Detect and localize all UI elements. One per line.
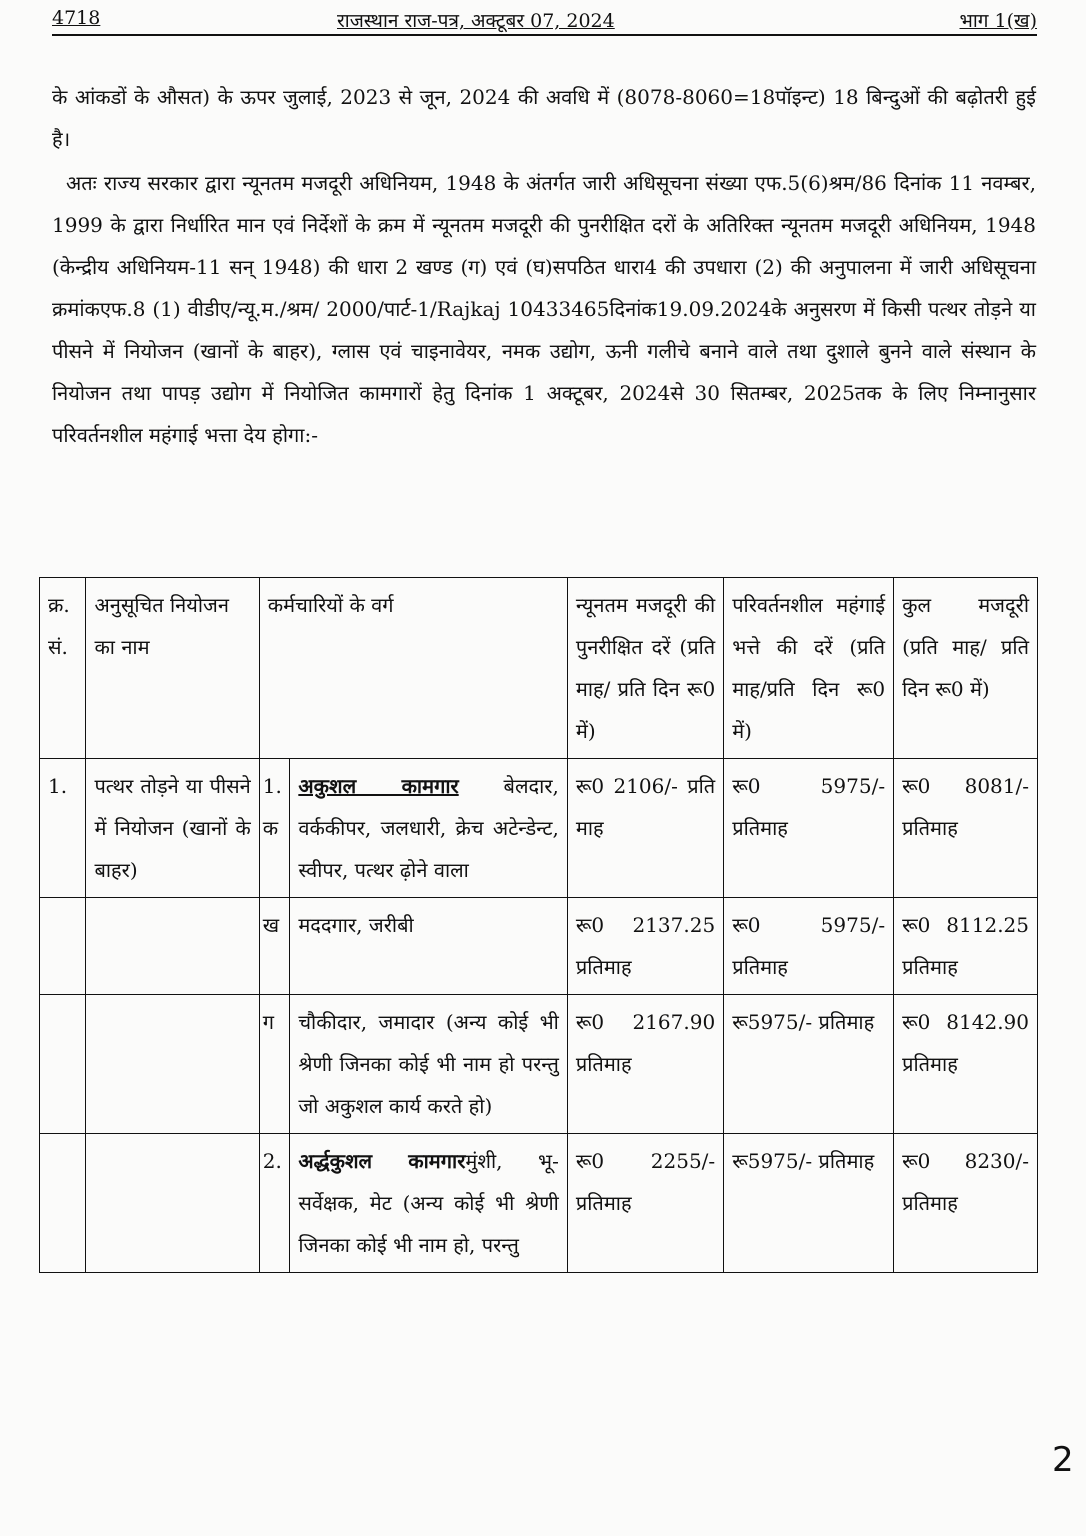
row3-total: रू0 8142.90 प्रतिमाह [894,995,1038,1134]
header-sn: क्र. सं. [40,578,86,759]
row1-employment: पत्थर तोड़ने या पीसने में नियोजन (खानों के बाहर) [86,759,259,898]
row1-da: रू0 5975/- प्रतिमाह [724,759,894,898]
row4-sub: 2. [259,1134,290,1273]
table-row [40,1134,1038,1273]
row1-sn: 1. [40,759,86,898]
header-total: कुल मजदूरी (प्रति माह/ प्रति दिन रू0 में) [894,578,1038,759]
header-da: परिवर्तनशील महंगाई भत्ते की दरें (प्रति माह/प्रति दिन रू0 में) [724,578,894,759]
row2-da: रू0 5975/- प्रतिमाह [724,898,894,995]
row4-total: रू0 8230/- प्रतिमाह [894,1134,1038,1273]
header-page-number: 4718 [52,7,101,29]
row3-min-wage: रू0 2167.90 प्रतिमाह [567,995,723,1134]
row1-sub: 1. क [259,759,290,898]
row4-min-wage: रू0 2255/- प्रतिमाह [567,1134,723,1273]
row2-category: मददगार, जरीबी [290,898,568,995]
wage-table [39,577,1038,1273]
header-title: राजस्थान राज-पत्र, अक्टूबर 07, 2024 [337,10,615,32]
row4-category-title: अर्द्धकुशल कामगार [298,1149,466,1173]
row3-da: रू5975/- प्रतिमाह [724,995,894,1134]
row3-sub: ग [259,995,290,1134]
header-category: कर्मचारियों के वर्ग [259,578,567,759]
paragraph-2: अतः राज्य सरकार द्वारा न्यूनतम मजदूरी अधिनियम, 1948 के अंतर्गत जारी अधिसूचना संख्या एफ.5(6)श्रम/86 दिनांक 11 नवम्बर, 1999 के द्वारा निर्धारित मान एवं निर्देशों के क्रम में न्यूनतम मजदूरी की पुनरीक्षित दरों के अतिरिक्त न्यूनतम मजदूरी अधिनियम, 1948 (केन्द्रीय अधिनियम-11 सन् 1948) की धारा 2 खण्ड (ग) एवं (घ)सपठित धारा4 की उपधारा (2) की अनुपालना में जारी अधिसूचना क्रमांकएफ.8 (1) वीडीए/न्यू.म./श्रम/ 2000/पार्ट-1/Rajkaj 10433465दिनांक19.09.2024के अनुसरण में किसी पत्थर तोड़ने या पीसने में नियोजन (खानों के बाहर), ग्लास एवं चाइनावेयर, नमक उद्योग, ऊनी गलीचे बनाने वाले तथा दुशाले बुनने वाले संस्थान के नियोजन तथा पापड़ उद्योग में नियोजित कामगारों हेतु दिनांक 1 अक्टूबर, 2024से 30 सितम्बर, 2025तक के लिए निम्नानुसार परिवर्तनशील महंगाई भत्ता देय होगा:- [52,171,1036,447]
table-row [40,759,1038,898]
table-row [40,995,1038,1134]
table-header-row [40,578,1038,759]
row4-da: रू5975/- प्रतिमाह [724,1134,894,1273]
page-marker: 2 [1052,1440,1074,1480]
row1-category [290,759,568,898]
row2-sub: ख [259,898,290,995]
row4-category-rest: मुंशी, भू-सर्वेक्षक, मेट (अन्य कोई भी श्रेणी जिनका कोई भी नाम हो, परन्तु [298,1149,559,1257]
paragraph-1: के आंकडों के औसत) के ऊपर जुलाई, 2023 से जून, 2024 की अवधि में (8078-8060=18पॉइन्ट) 18 बिन्दुओं की बढ़ोतरी हुई है। [52,85,1036,151]
row1-min-wage: रू0 2106/- प्रति माह [567,759,723,898]
row2-min-wage: रू0 2137.25 प्रतिमाह [567,898,723,995]
header-employment: अनुसूचित नियोजन का नाम [86,578,259,759]
row4-category [290,1134,568,1273]
row3-category: चौकीदार, जमादार (अन्य कोई भी श्रेणी जिनका कोई भी नाम हो परन्तु जो अकुशल कार्य करते हो) [290,995,568,1134]
header-part: भाग 1(ख) [959,10,1037,32]
row2-total: रू0 8112.25 प्रतिमाह [894,898,1038,995]
row1-category-title: अकुशल कामगार [298,774,459,798]
table-row [40,898,1038,995]
header-min-wage: न्यूनतम मजदूरी की पुनरीक्षित दरें (प्रति माह/ प्रति दिन रू0 में) [567,578,723,759]
row1-category-rest: बेलदार, वर्ककीपर, जलधारी, क्रेच अटेन्डेन्ट, स्वीपर, पत्थर ढ़ोने वाला [298,774,559,882]
page-header [52,6,1037,36]
row1-total: रू0 8081/- प्रतिमाह [894,759,1038,898]
